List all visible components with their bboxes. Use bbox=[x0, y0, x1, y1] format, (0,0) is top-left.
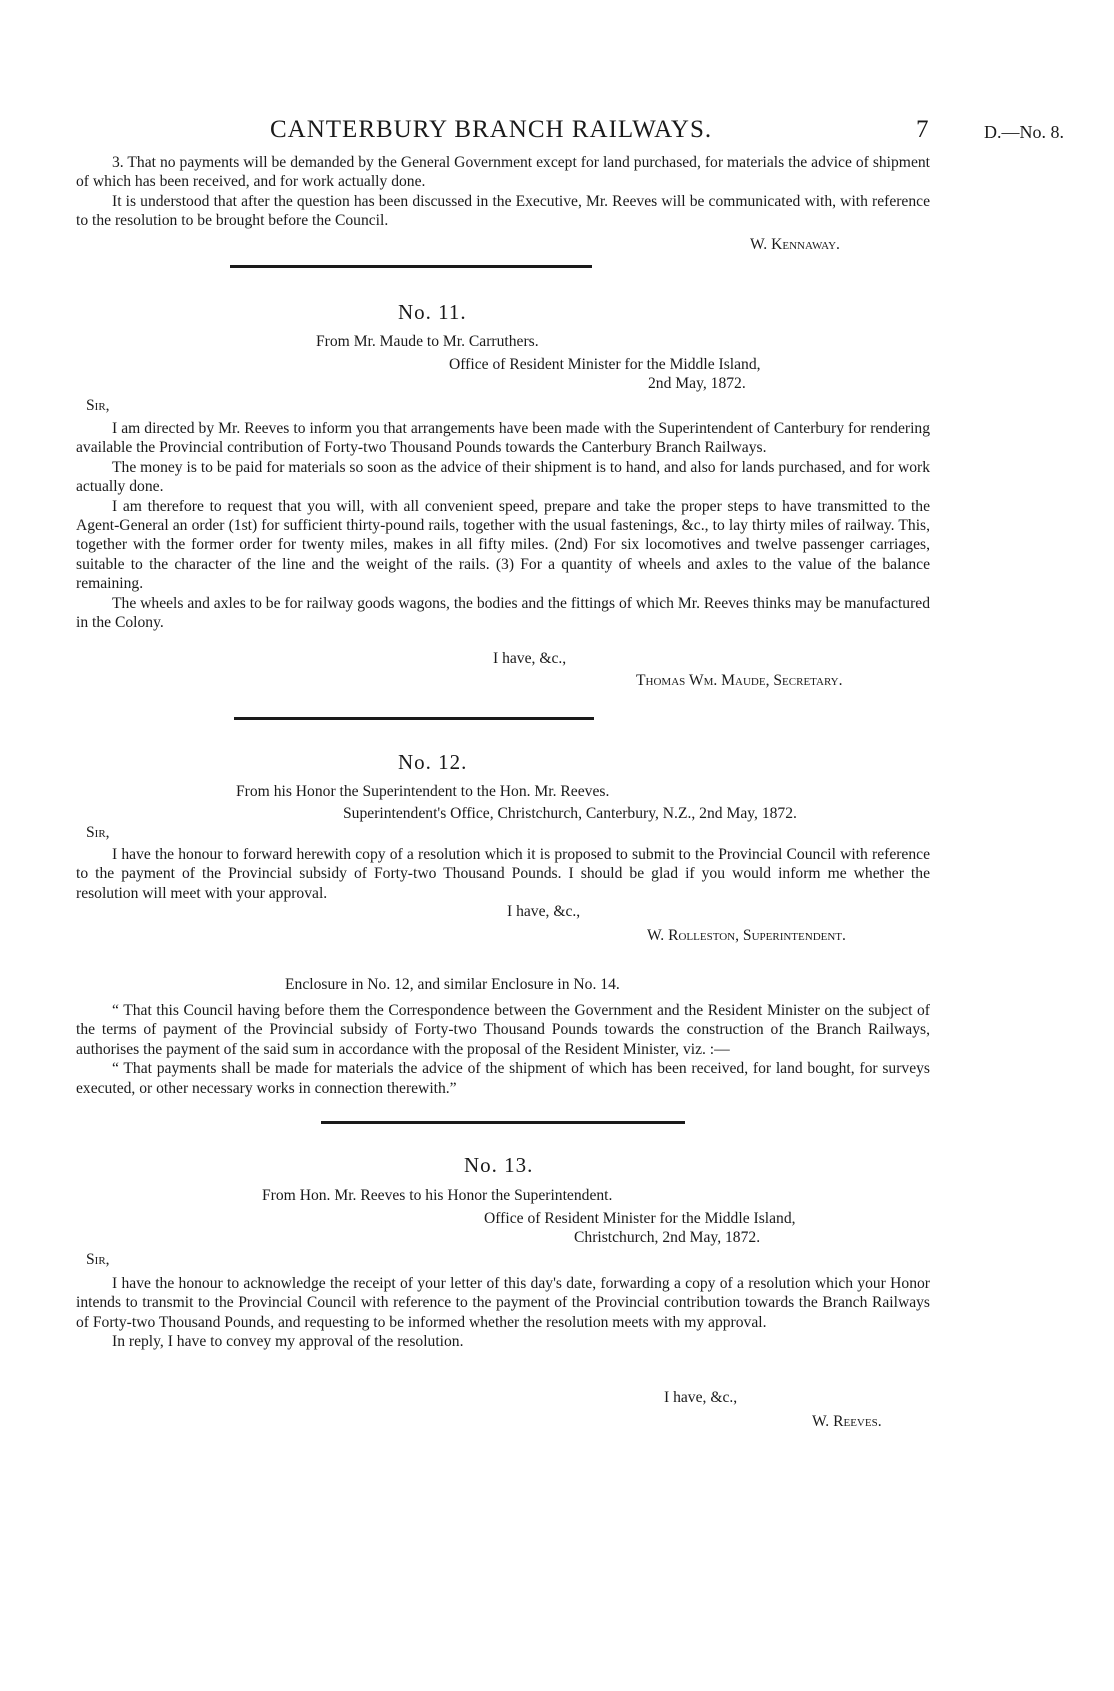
running-header-title: CANTERBURY BRANCH RAILWAYS. bbox=[270, 116, 713, 143]
enclosure-body bbox=[76, 1001, 930, 1098]
section-divider bbox=[321, 1121, 685, 1124]
no11-paragraph-4: The wheels and axles to be for railway goods wagons, the bodies and the fittings of which Mr. Reeves thinks may be manufactured in the Colony. bbox=[76, 594, 930, 632]
document-reference: D.—No. 8. bbox=[984, 122, 1064, 142]
section-number-13: No. 13. bbox=[464, 1153, 534, 1177]
no12-from-line: From his Honor the Superintendent to the Hon. Mr. Reeves. bbox=[236, 783, 610, 800]
section-number-11: No. 11. bbox=[398, 300, 467, 324]
no11-salutation: Sir, bbox=[86, 397, 110, 414]
no12-salutation: Sir, bbox=[86, 824, 110, 841]
no11-from-line: From Mr. Maude to Mr. Carruthers. bbox=[316, 333, 539, 350]
no13-paragraph-1: I have the honour to acknowledge the receipt of your letter of this day's date, forwarding a copy of a resolution which your Honor intends to transmit to the Provincial Council with reference to the payment of the Provincial contribution towards the Branch Railways of Forty-two Thousand Pounds, and requesting to be informed whether the resolution meets with my approval. bbox=[76, 1275, 930, 1331]
no11-paragraph-2: The money is to be paid for materials so soon as the advice of their shipment is to hand, and also for lands purchased, and for work actually done. bbox=[76, 458, 930, 496]
no11-date: 2nd May, 1872. bbox=[648, 375, 746, 392]
section-number-12: No. 12. bbox=[398, 750, 468, 774]
no13-date: Christchurch, 2nd May, 1872. bbox=[574, 1229, 761, 1246]
intro-body bbox=[76, 153, 930, 231]
no13-from-line: From Hon. Mr. Reeves to his Honor the Superintendent. bbox=[262, 1187, 613, 1204]
enclosure-paragraph-2: “ That payments shall be made for materials the advice of the shipment of which has been received, for land bought, for surveys executed, or other necessary works in connection therewith.” bbox=[76, 1060, 930, 1097]
no13-office: Office of Resident Minister for the Middle Island, bbox=[484, 1210, 796, 1227]
no13-closing: I have, &c., bbox=[664, 1389, 738, 1406]
no11-body bbox=[76, 419, 930, 632]
no12-signature: W. Rolleston, Superintendent. bbox=[647, 927, 846, 944]
no11-signature: Thomas Wm. Maude, Secretary. bbox=[636, 672, 843, 689]
no13-body bbox=[76, 1274, 930, 1352]
section-divider bbox=[234, 717, 594, 720]
page-number: 7 bbox=[916, 116, 929, 143]
section-divider bbox=[230, 265, 592, 268]
no12-paragraph-1: I have the honour to forward herewith copy of a resolution which it is proposed to submit to the Provincial Council with reference to the payment of the Provincial subsidy of Forty-two Thousand Pounds. I should be glad if you would inform me whether the resolution will meet with your approval. bbox=[76, 846, 930, 902]
enclosure-title: Enclosure in No. 12, and similar Enclosure in No. 14. bbox=[285, 976, 620, 993]
no12-body bbox=[76, 845, 930, 903]
no12-office: Superintendent's Office, Christchurch, Canterbury, N.Z., 2nd May, 1872. bbox=[343, 805, 797, 822]
enclosure-paragraph-1: “ That this Council having before them the Correspondence between the Government and the Resident Minister on the subject of the terms of payment of the Provincial subsidy of Forty-two Thousand Pounds towards the construction of the Branch Railways, authorises the payment of the said sum in accordance with the proposal of the Resident Minister, viz. :— bbox=[76, 1002, 930, 1058]
no13-signature: W. Reeves. bbox=[812, 1413, 882, 1430]
intro-paragraph-2: It is understood that after the question has been discussed in the Executive, Mr. Reeves will be communicated with, with reference to the resolution to be brought before the Council. bbox=[76, 192, 930, 230]
no13-salutation: Sir, bbox=[86, 1251, 110, 1268]
intro-paragraph-1: 3. That no payments will be demanded by the General Government except for land purchased, for materials the advice of shipment of which has been received, and for work actually done. bbox=[76, 154, 930, 191]
no11-closing: I have, &c., bbox=[493, 650, 567, 667]
no11-paragraph-1: I am directed by Mr. Reeves to inform you that arrangements have been made with the Superintendent of Canterbury for rendering available the Provincial contribution of Forty-two Thousand Pounds towards the Canterbury Branch Railways. bbox=[76, 420, 930, 457]
intro-signature: W. Kennaway. bbox=[750, 236, 840, 253]
no12-closing: I have, &c., bbox=[507, 903, 581, 920]
no11-paragraph-3: I am therefore to request that you will, with all convenient speed, prepare and take the proper steps to have transmitted to the Agent-General an order (1st) for sufficient thirty-pound rails, together with the usual fastenings, &c., to lay thirty miles of railway. This, together with the former order for twenty miles, makes in all fifty miles. (2nd) For six locomotives and twelve passenger carriages, suitable to the character of the line and the weight of the rails. (3) For a quantity of wheels and axles to the value of the balance remaining. bbox=[76, 497, 930, 593]
no13-paragraph-2: In reply, I have to convey my approval of the resolution. bbox=[112, 1333, 464, 1351]
no11-office: Office of Resident Minister for the Middle Island, bbox=[449, 356, 761, 373]
